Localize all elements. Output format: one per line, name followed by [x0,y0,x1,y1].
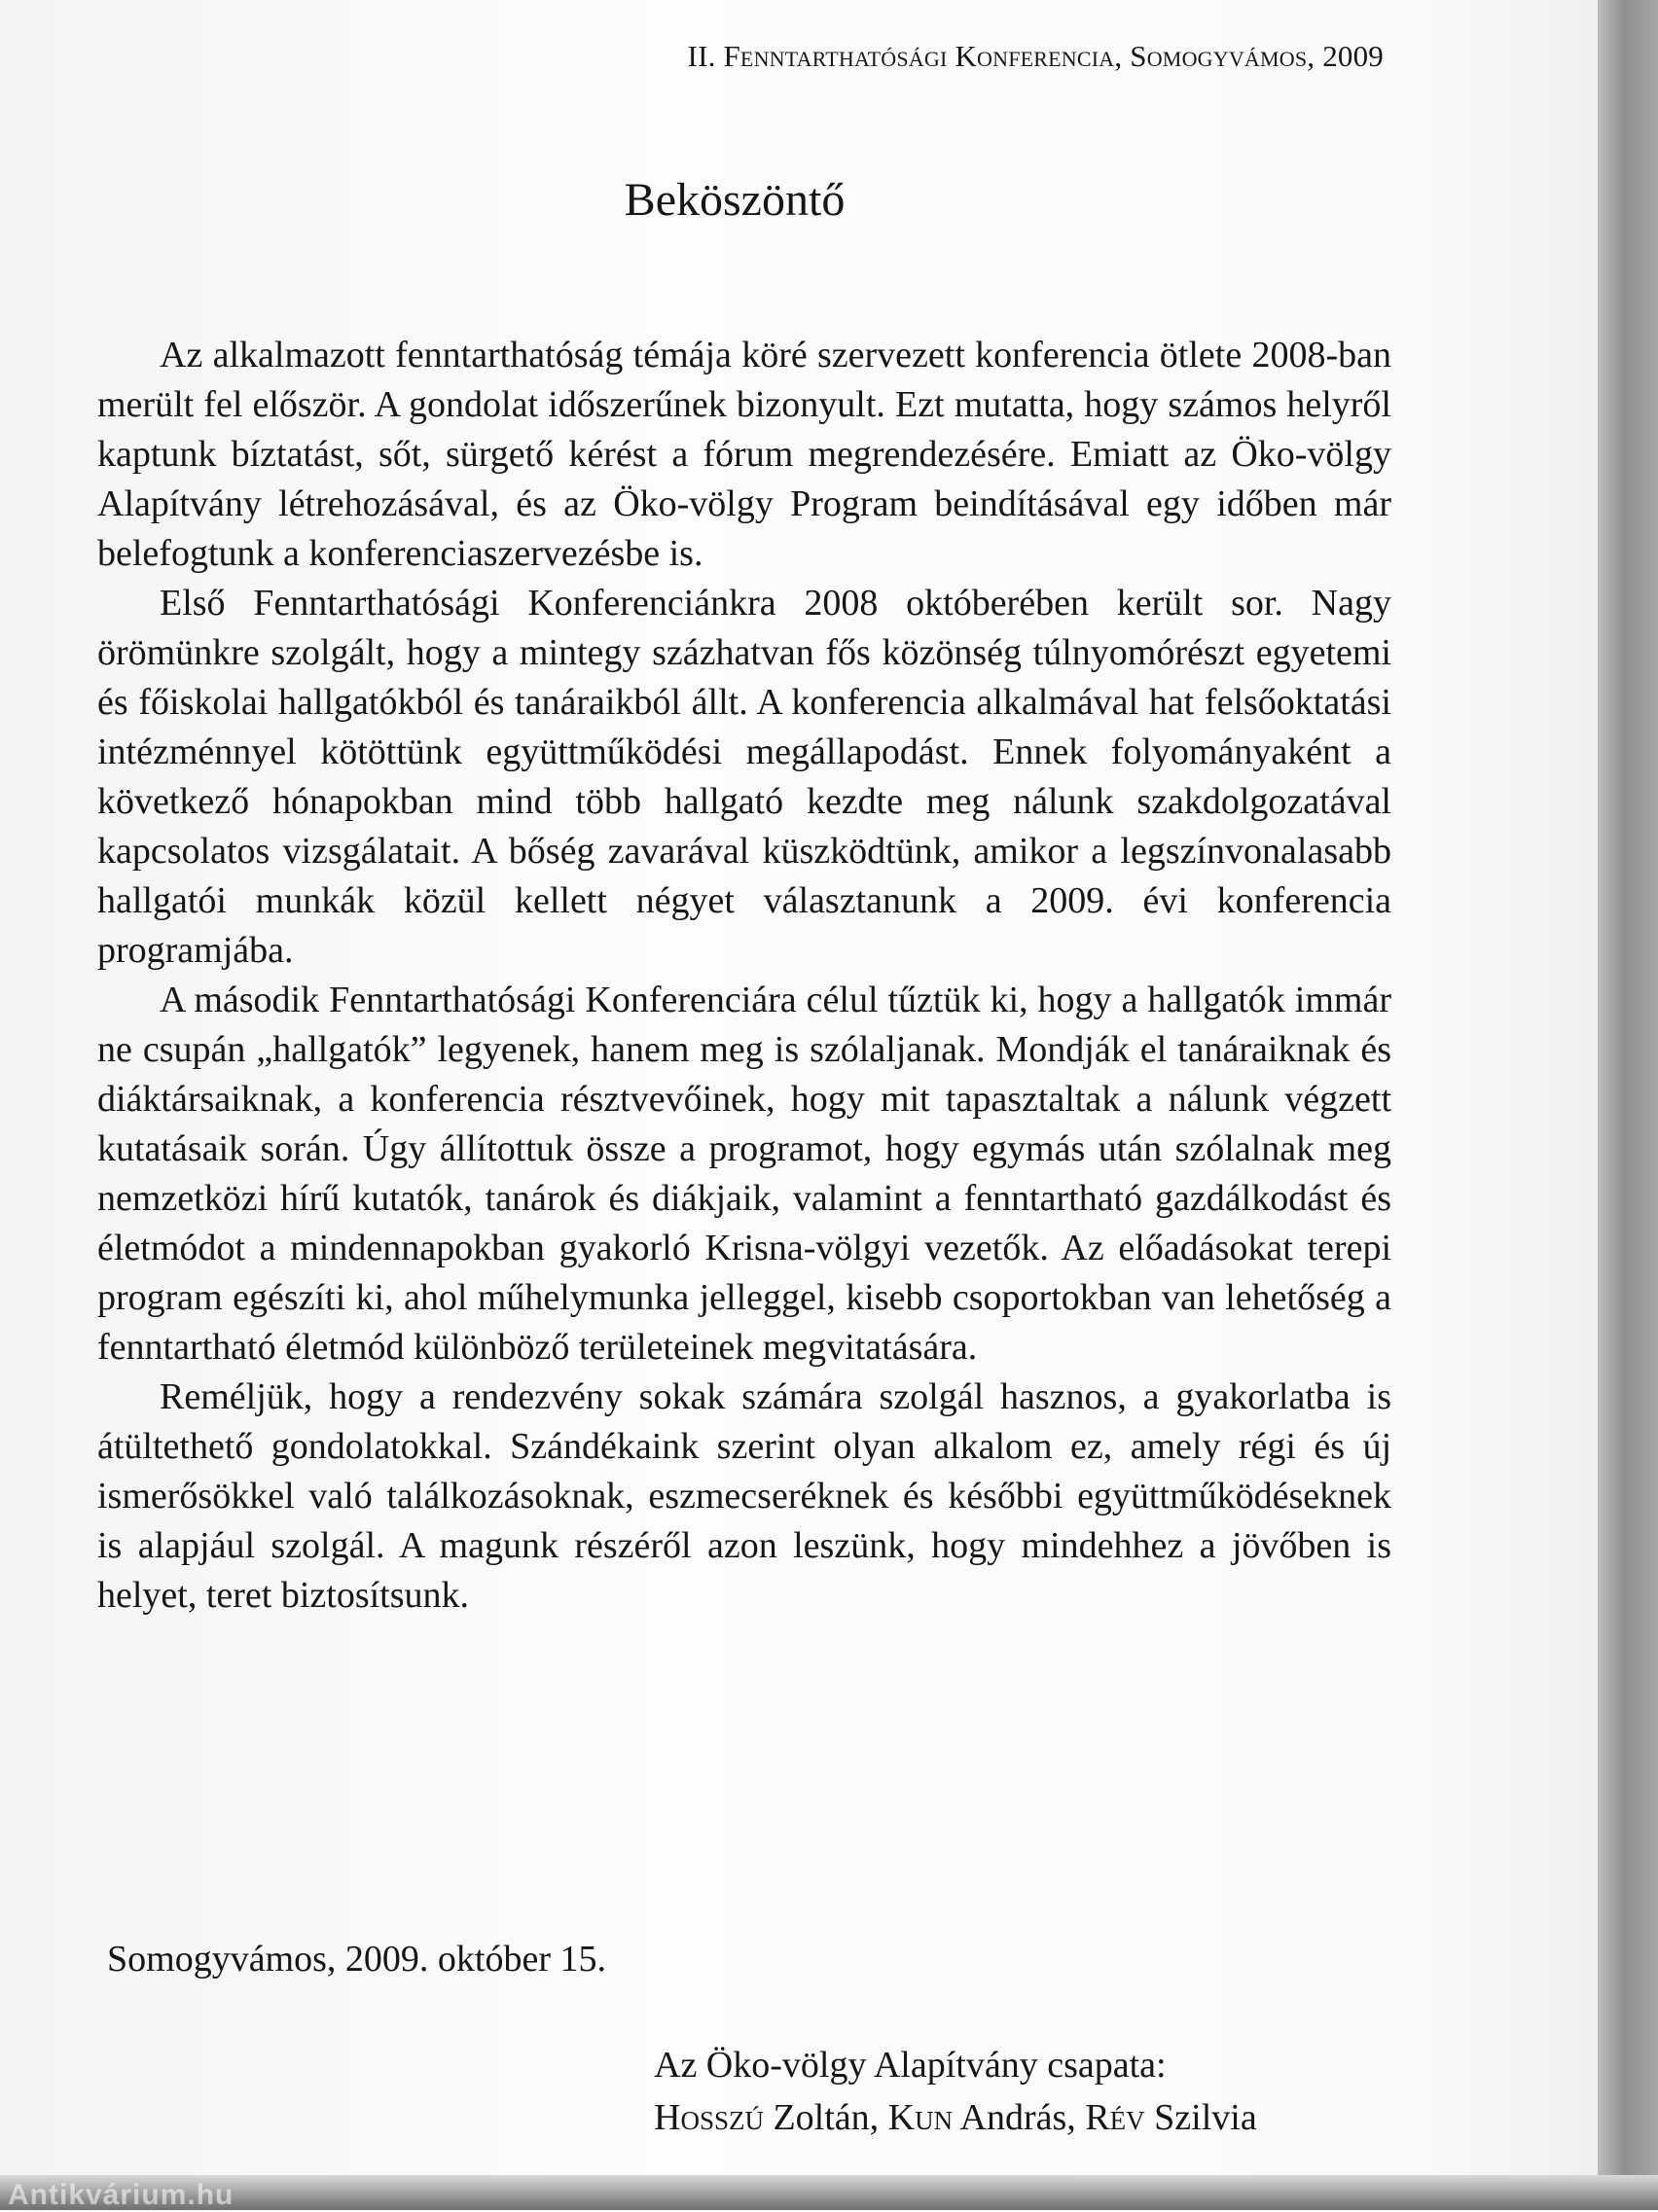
signatory-given-name: Szilvia [1154,2097,1257,2138]
signatory-surname: Kun [887,2097,954,2138]
body-text [97,331,1391,1621]
signatory-given-name: András [959,2097,1067,2138]
paragraph-2: Első Fenntarthatósági Konferenciánkra 2008 októberében került sor. Nagy örömünkre szolgált, hogy a mintegy százhatvan fős közönség túlnyomórészt egyetemi és főiskolai hallgatókból és tanáraikból állt. A konferencia alkalmával hat felsőoktatási intézménnyel kötöttünk együttműködési megállapodást. Ennek folyományaként a következő hónapokban mind több hallgató kezdte meg nálunk szakdolgozatával kapcsolatos vizsgálatait. A bőség zavarával küszködtünk, amikor a legszínvonalasabb hallgatói munkák közül kellett négyet választanunk a 2009. évi konferencia programjába. [97,583,1391,971]
paragraph-4: Reméljük, hogy a rendezvény sokak számára szolgál hasznos, a gyakorlatba is átültethető gondolatokkal. Szándékaink szerint olyan alkalom ez, amely régi és új ismerősökkel való találkozásoknak, eszmecseréknek és későbbi együttműködéseknek is alapjául szolgál. A magunk részéről azon leszünk, hogy mindehhez a jövőben is helyet, teret biztosítsunk. [97,1376,1391,1616]
bottom-shadow-strip [0,2175,1658,2210]
team-line: Az Öko-völgy Alapítvány csapata: [654,2045,1167,2086]
signatories-line: Hosszú Zoltán, Kun András, Rév Szilvia [654,2097,1257,2138]
signatory-given-name: Zoltán [773,2097,870,2138]
signature-block [654,2039,1257,2144]
page-title: Beköszöntő [624,174,846,226]
paragraph-1: Az alkalmazott fenntarthatóság témája köré szervezett konferencia ötlete 2008-ban merült fel először. A gondolat időszerűnek bizonyult. Ezt mutatta, hogy számos helyről kaptunk bíztatást, sőt, sürgető kérést a fórum megrendezésére. Emiatt az Öko-völgy Alapítvány létrehozásával, és az Öko-völgy Program beindításával egy időben már belefogtunk a konferenciaszervezésbe is. [97,335,1391,574]
place-date: Somogyvámos, 2009. október 15. [107,1939,606,1980]
signatory-surname: Rév [1085,2097,1145,2138]
watermark-logo: Antikvárium.hu [8,2179,234,2211]
signatory-surname: Hosszú [654,2097,764,2138]
running-header: II. Fenntarthatósági Konferencia, Somogyvámos, 2009 [687,39,1384,73]
page-edge-shadow [1598,0,1658,2210]
paragraph-3: A második Fenntarthatósági Konferenciára célul tűztük ki, hogy a hallgatók immár ne csupán „hallgatók” legyenek, hanem meg is szólaljanak. Mondják el tanáraiknak és diáktársaiknak, a konferencia résztvevőinek, hogy mit tapasztaltak a nálunk végzett kutatásaik során. Úgy állítottuk össze a programot, hogy egymás után szólalnak meg nemzetközi hírű kutatók, tanárok és diákjaik, valamint a fenntartható gazdálkodást és életmódot a mindennapokban gyakorló Krisna-völgyi vezetők. Az előadásokat terepi program egészíti ki, ahol műhelymunka jelleggel, kisebb csoportokban van lehetőség a fenntartható életmód különböző területeinek megvitatására. [97,980,1391,1368]
